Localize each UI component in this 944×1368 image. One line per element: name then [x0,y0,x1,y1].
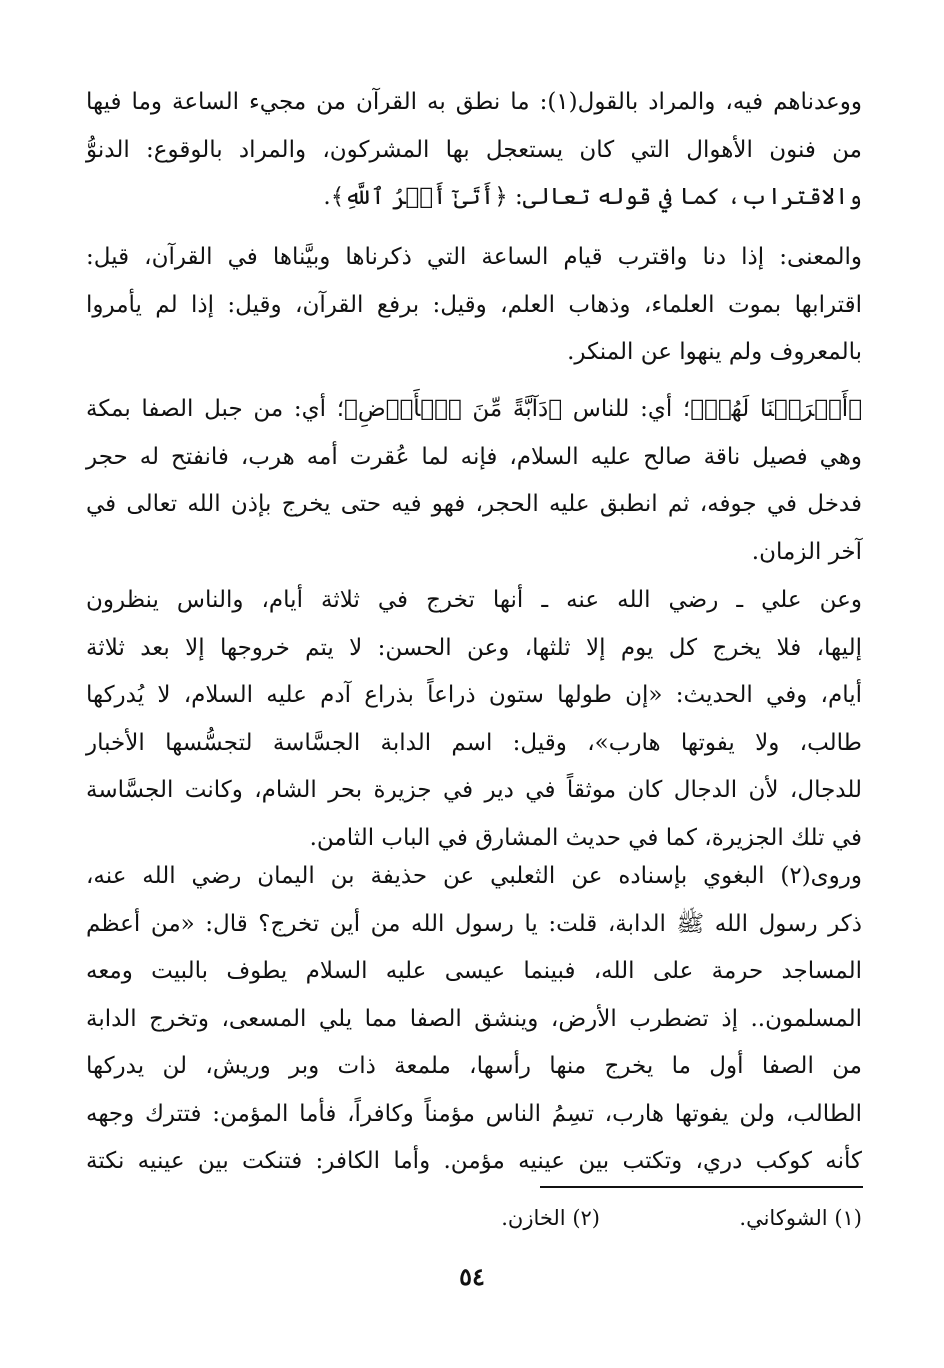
text-line: بالمعروف ولم ينهوا عن المنكر. [567,339,862,365]
text-line: الطالب، ولن يفوتها هارب، تسِمُ الناس مؤمناً وكافراً، فأما المؤمن: فتترك وجهه [86,1100,862,1127]
text-line: إليها، فلا يخرج كل يوم إلا ثلثها، وعن الحسن: لا يتم خروجها إلا بعد ثلاثة [86,634,862,661]
text-line: أيام، وفي الحديث: «إن طولها ستون ذراعاً بذراع آدم عليه السلام، لا يُدركها [86,682,862,708]
paragraph-1 [86,79,862,222]
text-line: من الصفا أول ما يخرج منها رأسها، ملمعة ذات وبر وريش، لن يدركها [86,1053,862,1079]
text-line: والمعنى: إذا دنا واقترب قيام الساعة التي ذكرناها وبيَّناها في القرآن، قيل: [86,244,862,270]
page-number: ٥٤ [459,1262,485,1291]
text-line: وروى(٢) البغوي بإسناده عن الثعلبي عن حذيفة بن اليمان رضي الله عنه، [86,863,862,889]
text-line: ذكر رسول الله ﷺ الدابة، قلت: يا رسول الله من أين تخرج؟ قال: «من أعظم [86,910,862,937]
footnote-2: (٢) الخازن. [501,1206,600,1230]
text-line: والاقتراب، كما في قوله تعالى: ﴿أَتَىٰٓ أَمۡرُ ٱللَّهِ﴾. [323,184,862,210]
footnote-1: (١) الشوكاني. [739,1206,862,1230]
paragraph-4 [86,577,862,862]
paragraph-3 [86,386,862,576]
paragraph-2 [86,234,862,377]
text-line: المسلمون.. إذ تضطرب الأرض، وينشق الصفا مما يلي المسعى، وتخرج الدابة [86,1005,862,1032]
text-line: كأنه كوكب دري، وتكتب بين عينيه مؤمن. وأما الكافر: فتنكت بين عينيه نكتة [86,1148,862,1174]
text-line: من فنون الأهوال التي كان يستعجل بها المشركون، والمراد بالوقوع: الدنوُّ [86,136,862,163]
text-line: وعن علي ـ رضي الله عنه ـ أنها تخرج في ثلاثة أيام، والناس ينظرون [86,587,862,613]
paragraph-5 [86,853,862,1186]
text-line: وهي فصيل ناقة صالح عليه السلام، فإنه لما عُقرت أمه هرب، فانفتح له حجر [86,443,862,470]
text-line: فدخل في جوفه، ثم انطبق عليه الحجر، فهو فيه حتى يخرج بإذن الله تعالى في [86,491,862,517]
footnote-divider [540,1186,863,1188]
text-line: اقترابها بموت العلماء، وذهاب العلم، وقيل: برفع القرآن، وقيل: إذا لم يأمروا [86,291,862,318]
text-line: في تلك الجزيرة، كما في حديث المشارق في الباب الثامن. [309,824,862,851]
text-line: للدجال، لأن الدجال كان موثقاً في دير في جزيرة بحر الشام، وكانت الجسَّاسة [86,777,862,803]
text-line: طالب، ولا يفوتها هارب»، وقيل: اسم الدابة الجسَّاسة لتجسُّسها الأخبار [86,729,862,756]
text-line: ووعدناهم فيه، والمراد بالقول(١): ما نطق به القرآن من مجيء الساعة وما فيها [86,89,862,115]
text-line: ﴿أَخۡرَجۡنَا لَهُمۡ﴾؛ أي: للناس ﴿دَآبَّةً مِّنَ ٱلۡأَرۡضِ﴾؛ أي: من جبل الصفا بمكة [86,396,862,422]
text-line: آخر الزمان. [751,538,862,565]
text-line: المساجد حرمة على الله، فبينما عيسى عليه السلام يطوف بالبيت ومعه [86,958,862,984]
